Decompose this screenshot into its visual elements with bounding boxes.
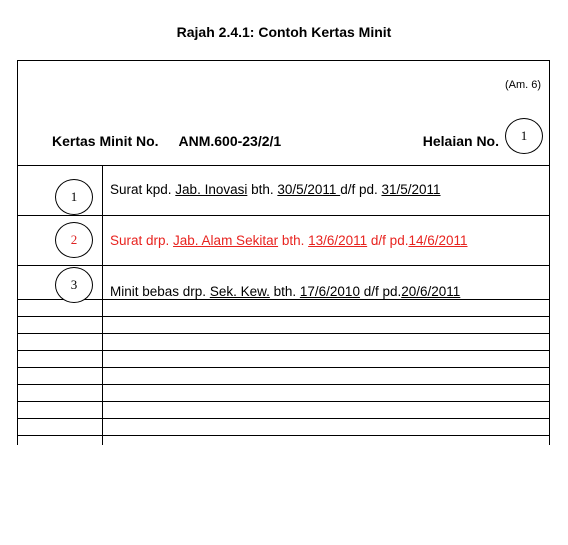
row-divider (18, 401, 549, 402)
entry-date: 30/5/2011 (277, 182, 341, 197)
entry-department: Jab. Inovasi (175, 182, 248, 197)
row-divider (18, 367, 549, 368)
entry-text: bth. (269, 284, 300, 299)
row-divider (18, 265, 549, 266)
entry-date: 17/6/2010 (299, 284, 360, 299)
row-divider (18, 299, 549, 300)
entry-department: Sek. Kew. (209, 284, 270, 299)
form-code-label: (Am. 6) (504, 79, 541, 91)
entry-filed-date: 31/5/2011 (381, 182, 441, 197)
row-divider (18, 165, 549, 166)
entry-text: bth. (247, 182, 278, 197)
minute-entry (110, 233, 468, 248)
entry-text: Surat kpd. (110, 182, 176, 197)
entry-department: Jab. Alam Sekitar (173, 233, 279, 248)
entry-filed-date: 20/6/2011 (401, 284, 461, 299)
entry-number-circle: 1 (55, 179, 93, 215)
column-divider (102, 165, 103, 445)
row-divider (18, 384, 549, 385)
minute-number-label: Kertas Minit No. (52, 133, 159, 149)
row-divider (18, 418, 549, 419)
row-divider (18, 333, 549, 334)
entry-text: Minit bebas drp. (110, 284, 210, 299)
minute-entry (110, 284, 460, 299)
entry-text: d/f pd. (367, 233, 409, 248)
row-divider (18, 435, 549, 436)
sheet-number-circle: 1 (505, 118, 543, 154)
minute-number-row (52, 133, 281, 149)
row-divider (18, 350, 549, 351)
row-divider (18, 215, 549, 216)
row-divider (18, 316, 549, 317)
entry-number-circle: 3 (55, 267, 93, 303)
entry-filed-date: 14/6/2011 (408, 233, 468, 248)
entry-text: d/f pd. (359, 284, 402, 299)
entry-text: Surat drp. (110, 233, 174, 248)
entry-date: 13/6/2011 (308, 233, 368, 248)
sheet-number-label: Helaian No. (422, 133, 499, 149)
minute-entry (110, 182, 441, 197)
minute-number-value: ANM.600-23/2/1 (178, 133, 282, 149)
minute-paper-form (17, 60, 550, 445)
entry-text: bth. (278, 233, 309, 248)
page-title: Rajah 2.4.1: Contoh Kertas Minit (176, 24, 392, 40)
entry-text: d/f pd. (340, 182, 382, 197)
entry-number-circle: 2 (55, 222, 93, 258)
